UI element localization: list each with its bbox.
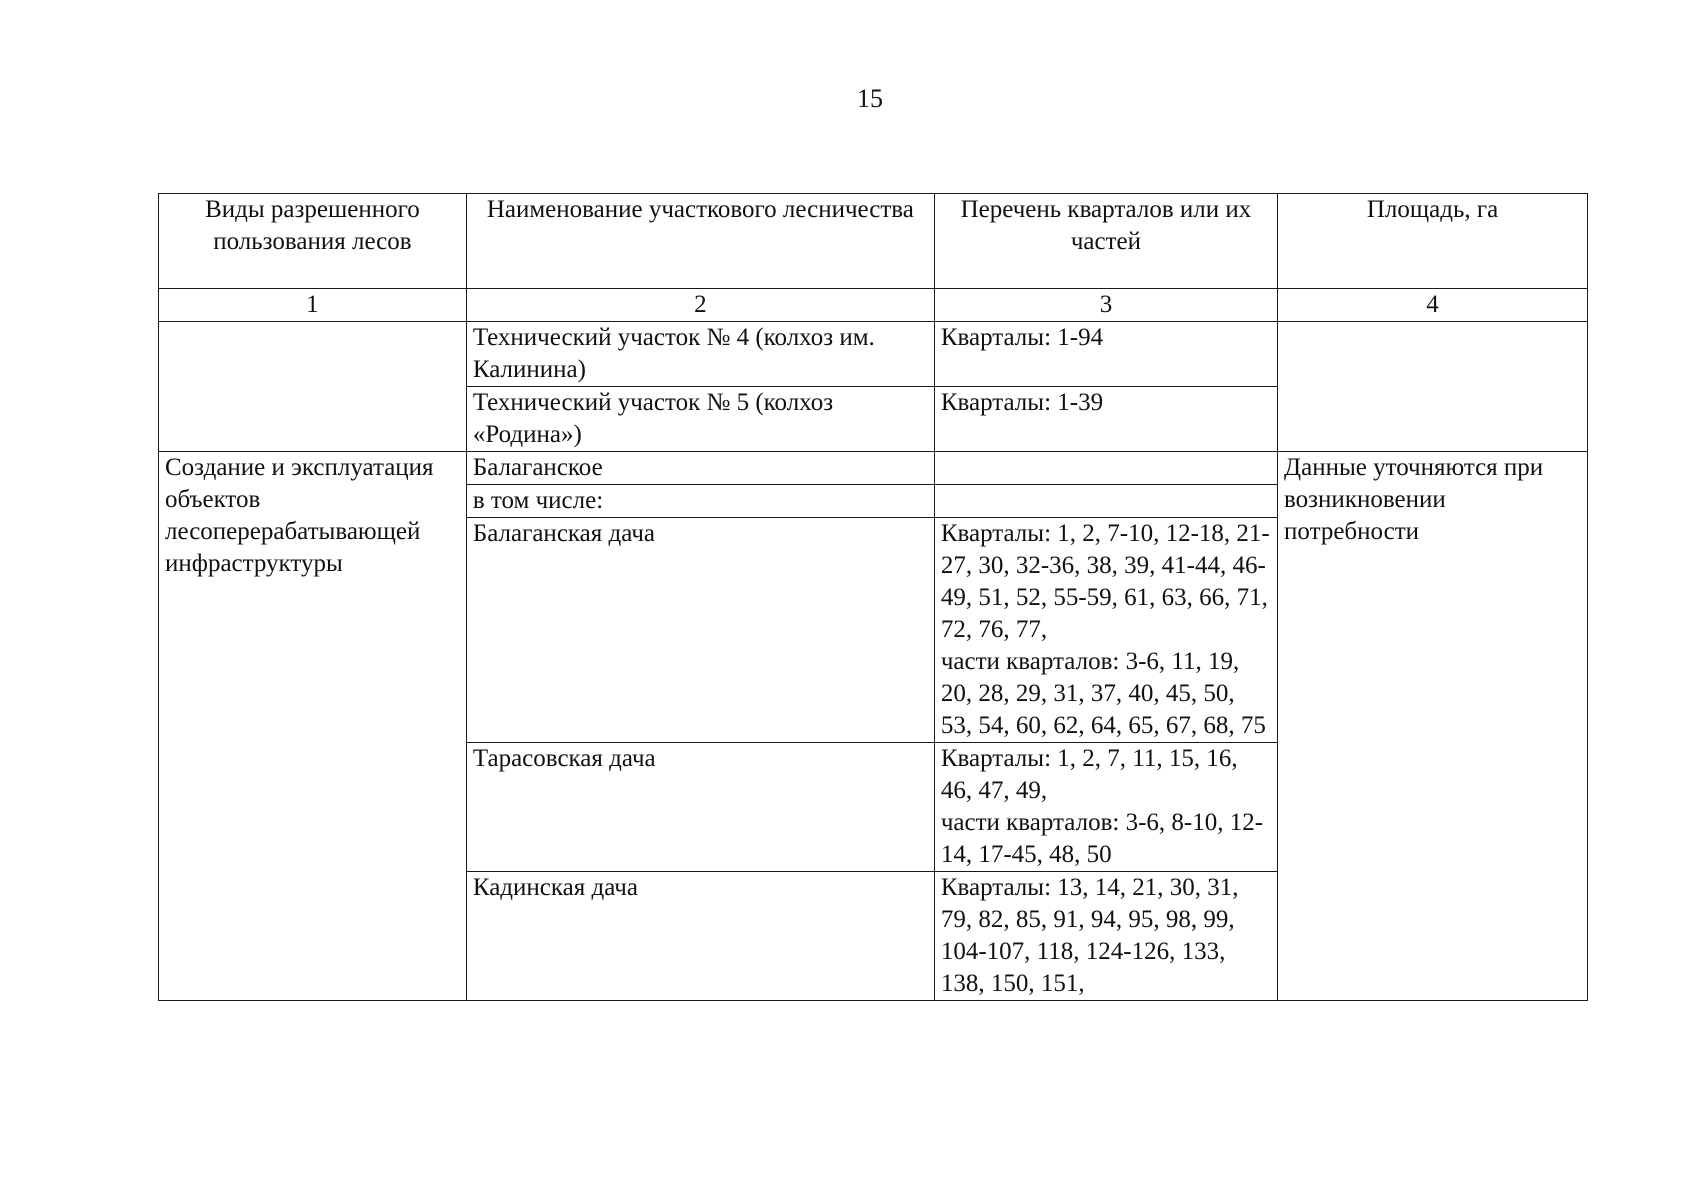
- column-number: 1: [159, 289, 467, 322]
- quarters-parts-list: части кварталов: 3-6, 8-10, 12-14, 17-45, 48, 50: [940, 809, 1264, 868]
- forestry-cell: в том числе:: [466, 485, 934, 518]
- quarters-parts-list: части кварталов: 3-6, 11, 19, 20, 28, 29, 31, 37, 40, 45, 50, 53, 54, 60, 62, 64, 65, 67, 68, 75: [940, 648, 1266, 739]
- header-forestry-name: Наименование участкового лесничества: [466, 194, 934, 289]
- column-number: 4: [1278, 289, 1588, 322]
- usage-type-cell-empty: [159, 322, 467, 452]
- column-number: 3: [934, 289, 1277, 322]
- quarters-list: Кварталы: 1, 2, 7, 11, 15, 16, 46, 47, 49,: [940, 745, 1238, 804]
- column-number: 2: [466, 289, 934, 322]
- forestry-cell: Технический участок № 4 (колхоз им. Калинина): [466, 322, 934, 387]
- table-row: [159, 322, 1588, 387]
- forestry-cell: Технический участок № 5 (колхоз «Родина»): [466, 387, 934, 452]
- area-cell: Данные уточняются при возникновении потребности: [1278, 452, 1588, 1001]
- forestry-cell: Балаганская дача: [466, 518, 934, 743]
- table-row: [159, 452, 1588, 485]
- header-quarters-list: Перечень кварталов или их частей: [934, 194, 1277, 289]
- quarters-cell: [934, 452, 1277, 485]
- quarters-cell: [934, 518, 1277, 743]
- column-number-row: [159, 289, 1588, 322]
- page-number: 15: [857, 84, 883, 113]
- header-usage-type: Виды разрешенного пользования лесов: [159, 194, 467, 289]
- usage-type-cell: Создание и эксплуатация объектов лесоперерабатывающей инфраструктуры: [159, 452, 467, 1001]
- forestry-cell: Балаганское: [466, 452, 934, 485]
- forestry-cell: Тарасовская дача: [466, 743, 934, 872]
- forest-usage-table: [158, 193, 1588, 1001]
- quarters-list: Кварталы: 1, 2, 7-10, 12-18, 21-27, 30, 32-36, 38, 39, 41-44, 46-49, 51, 52, 55-59, 61, 63, 66, 71, 72, 76, 77,: [940, 520, 1270, 643]
- quarters-cell: Кварталы: 1-94: [934, 322, 1277, 387]
- quarters-cell: Кварталы: 13, 14, 21, 30, 31, 79, 82, 85, 91, 94, 95, 98, 99, 104-107, 118, 124-126, 133, 138, 150, 151,: [934, 872, 1277, 1001]
- table-header-row: [159, 194, 1588, 289]
- header-area: Площадь, га: [1278, 194, 1588, 289]
- quarters-cell: Кварталы: 1-39: [934, 387, 1277, 452]
- forestry-cell: Кадинская дача: [466, 872, 934, 1001]
- quarters-cell: [934, 485, 1277, 518]
- area-cell-empty: [1278, 322, 1588, 452]
- quarters-cell: [934, 743, 1277, 872]
